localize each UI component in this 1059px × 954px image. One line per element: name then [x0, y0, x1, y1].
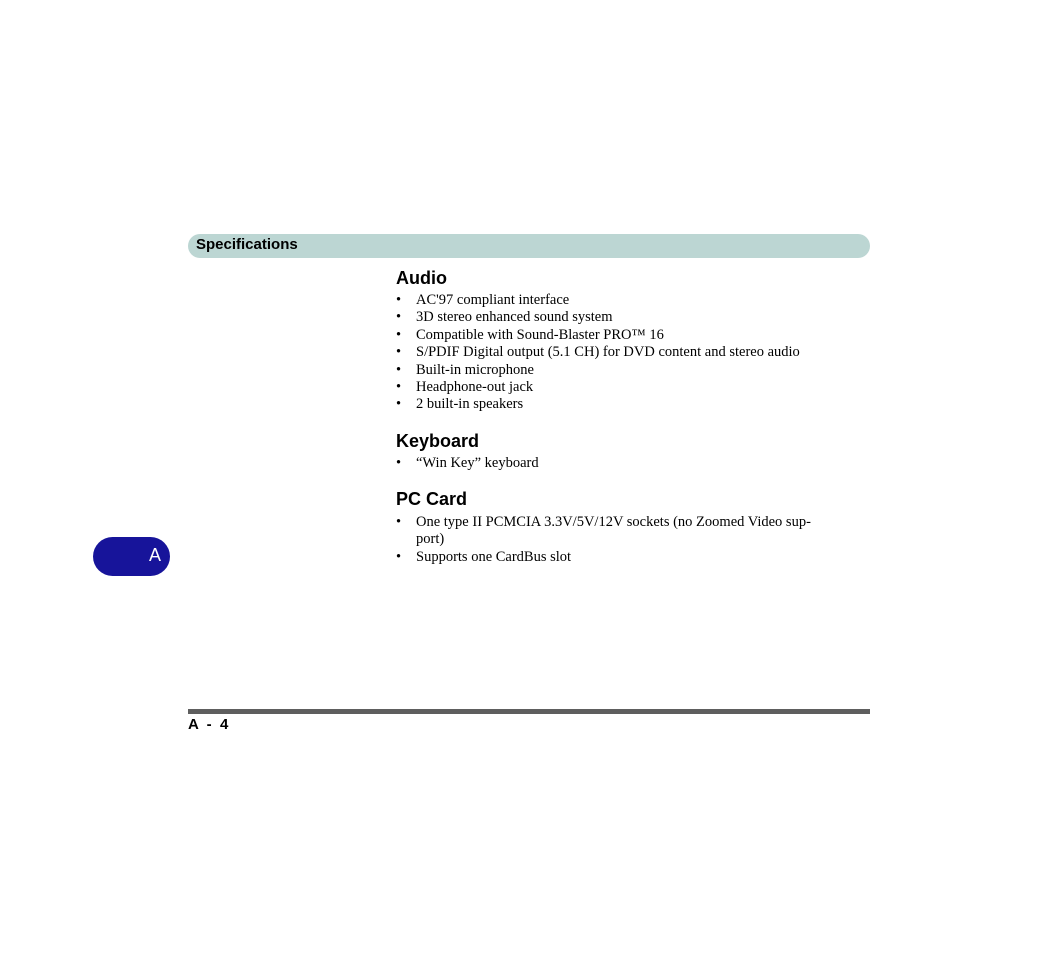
bullet-icon: • — [396, 379, 402, 396]
bullet-icon: • — [396, 548, 402, 565]
page-number: A - 4 — [188, 716, 229, 733]
audio-heading: Audio — [396, 268, 447, 288]
list-item: • Headphone-out jack — [396, 379, 534, 396]
chapter-tab — [93, 537, 170, 576]
bullet-icon: • — [396, 292, 402, 308]
bullet-icon: • — [396, 344, 402, 361]
bullet-icon: • — [396, 309, 402, 326]
chapter-letter: A — [148, 545, 161, 565]
list-item: • Built-in microphone — [396, 361, 534, 378]
bullet-icon: • — [396, 455, 402, 471]
list-item: • S/PDIF Digital output (5.1 CH) for DVD content and stereo audio — [396, 344, 800, 361]
header-title: Specifications — [196, 236, 298, 253]
list-item: • AC'97 compliant interface — [396, 292, 570, 308]
pc-card-list — [396, 514, 836, 566]
footer-divider — [188, 709, 870, 714]
audio-list — [396, 292, 836, 414]
list-item: • One type II PCMCIA 3.3V/5V/12V sockets (no Zoomed Video sup-port) — [396, 514, 811, 548]
list-item: • 2 built-in speakers — [396, 396, 524, 413]
bullet-icon: • — [396, 361, 402, 378]
list-item: • 3D stereo enhanced sound system — [396, 309, 613, 326]
list-item: • “Win Key” keyboard — [396, 455, 539, 471]
pc-card-heading: PC Card — [396, 489, 468, 509]
bullet-icon: • — [396, 396, 402, 413]
bullet-icon: • — [396, 326, 402, 343]
keyboard-heading: Keyboard — [396, 431, 480, 451]
bullet-icon: • — [396, 514, 402, 530]
section-header-bar — [188, 234, 870, 258]
list-item: • Compatible with Sound-Blaster PRO™ 16 — [396, 326, 664, 343]
keyboard-list — [396, 455, 836, 472]
list-item: • Supports one CardBus slot — [396, 548, 572, 565]
